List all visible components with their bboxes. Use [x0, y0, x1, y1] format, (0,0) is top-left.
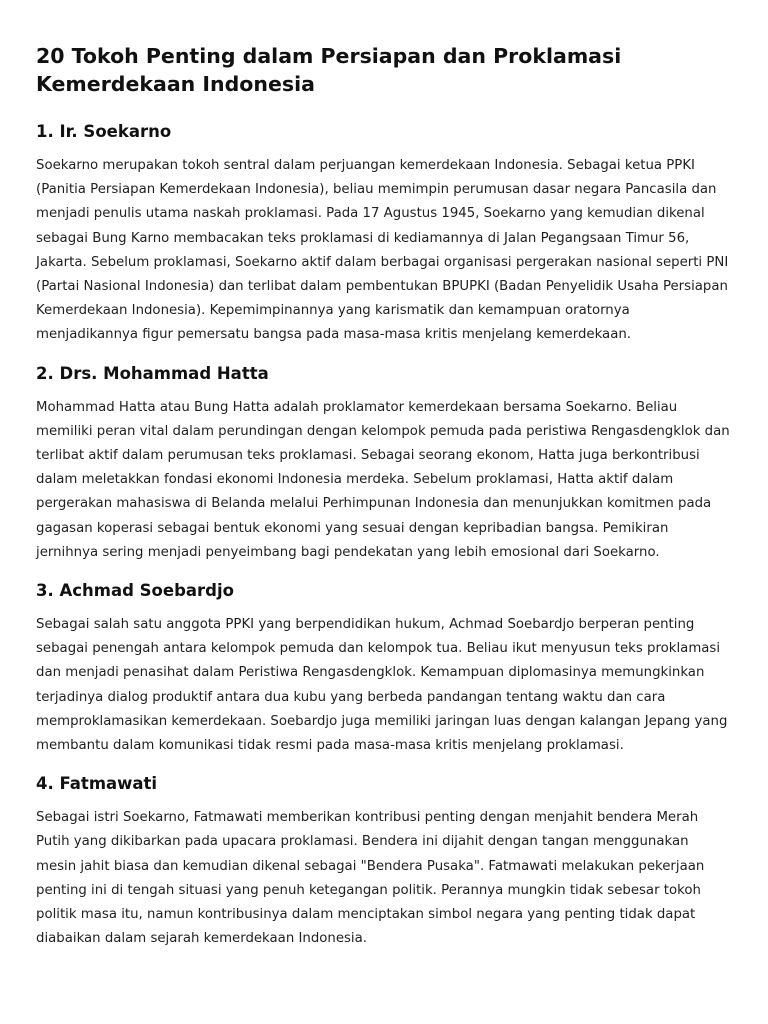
section-body-soekarno: Soekarno merupakan tokoh sentral dalam perjuangan kemerdekaan Indonesia. Sebagai ketua PPKI (Panitia Persiapan Kemerdekaan Indonesia), beliau memimpin perumusan dasar negara Pancasila dan menjadi penulis utama naskah proklamasi. Pada 17 Agustus 1945, Soekarno yang kemudian dikenal sebagai Bung Karno membacakan teks proklamasi di kediamannya di Jalan Pegangsaan Timur 56, Jakarta. Sebelum proklamasi, Soekarno aktif dalam berbagai organisasi pergerakan nasional seperti PNI (Partai Nasional Indonesia) dan terlibat dalam pembentukan BPUPKI (Badan Penyelidik Usaha Persiapan Kemerdekaan Indonesia). Kepemimpinannya yang karismatik dan kemampuan oratornya menjadikannya figur pemersatu bangsa pada masa-masa kritis menjelang kemerdekaan. [36, 158, 729, 343]
section-body-hatta: Mohammad Hatta atau Bung Hatta adalah proklamator kemerdekaan bersama Soekarno. Beliau memiliki peran vital dalam perundingan dengan kelompok pemuda pada peristiwa Rengasdengklok dan terlibat aktif dalam perumusan teks proklamasi. Sebagai seorang ekonom, Hatta juga berkontribusi dalam meletakkan fondasi ekonomi Indonesia merdeka. Sebelum proklamasi, Hatta aktif dalam pergerakan mahasiswa di Belanda melalui Perhimpunan Indonesia dan menunjukkan komitmen pada gagasan koperasi sebagai bentuk ekonomi yang sesuai dengan kepribadian bangsa. Pemikiran jernihnya sering menjadi penyeimbang bagi pendekatan yang lebih emosional dari Soekarno. [36, 399, 730, 560]
section-body-soebardjo: Sebagai salah satu anggota PPKI yang berpendidikan hukum, Achmad Soebardjo berperan penting sebagai penengah antara kelompok pemuda dan kelompok tua. Beliau ikut menyusun teks proklamasi dan menjadi penasihat dalam Peristiwa Rengasdengklok. Kemampuan diplomasinya memungkinkan terjadinya dialog produktif antara dua kubu yang berbeda pandangan tentang waktu dan cara memproklamasikan kemerdekaan. Soebardjo juga memiliki jaringan luas dengan kalangan Jepang yang membantu dalam komunikasi tidak resmi pada masa-masa kritis menjelang proklamasi. [36, 617, 728, 754]
section-body-fatmawati: Sebagai istri Soekarno, Fatmawati memberikan kontribusi penting dengan menjahit bendera Merah Putih yang dikibarkan pada upacara proklamasi. Bendera ini dijahit dengan tangan menggunakan mesin jahit biasa dan kemudian dikenal sebagai "Bendera Pusaka". Fatmawati melakukan pekerjaan penting ini di tengah situasi yang penuh ketegangan politik. Perannya mungkin tidak sebesar tokoh politik masa itu, namun kontribusinya dalam menciptakan simbol negara yang penting tidak dapat diabaikan dalam sejarah kemerdekaan Indonesia. [36, 810, 705, 947]
section-heading-fatmawati: 4. Fatmawati [36, 774, 158, 794]
section-heading-soekarno: 1. Ir. Soekarno [36, 122, 172, 141]
section-heading-soebardjo: 3. Achmad Soebardjo [36, 581, 234, 601]
article-title: 20 Tokoh Penting dalam Persiapan dan Proklamasi Kemerdekaan Indonesia [36, 44, 622, 96]
section-heading-hatta: 2. Drs. Mohammad Hatta [36, 363, 269, 383]
